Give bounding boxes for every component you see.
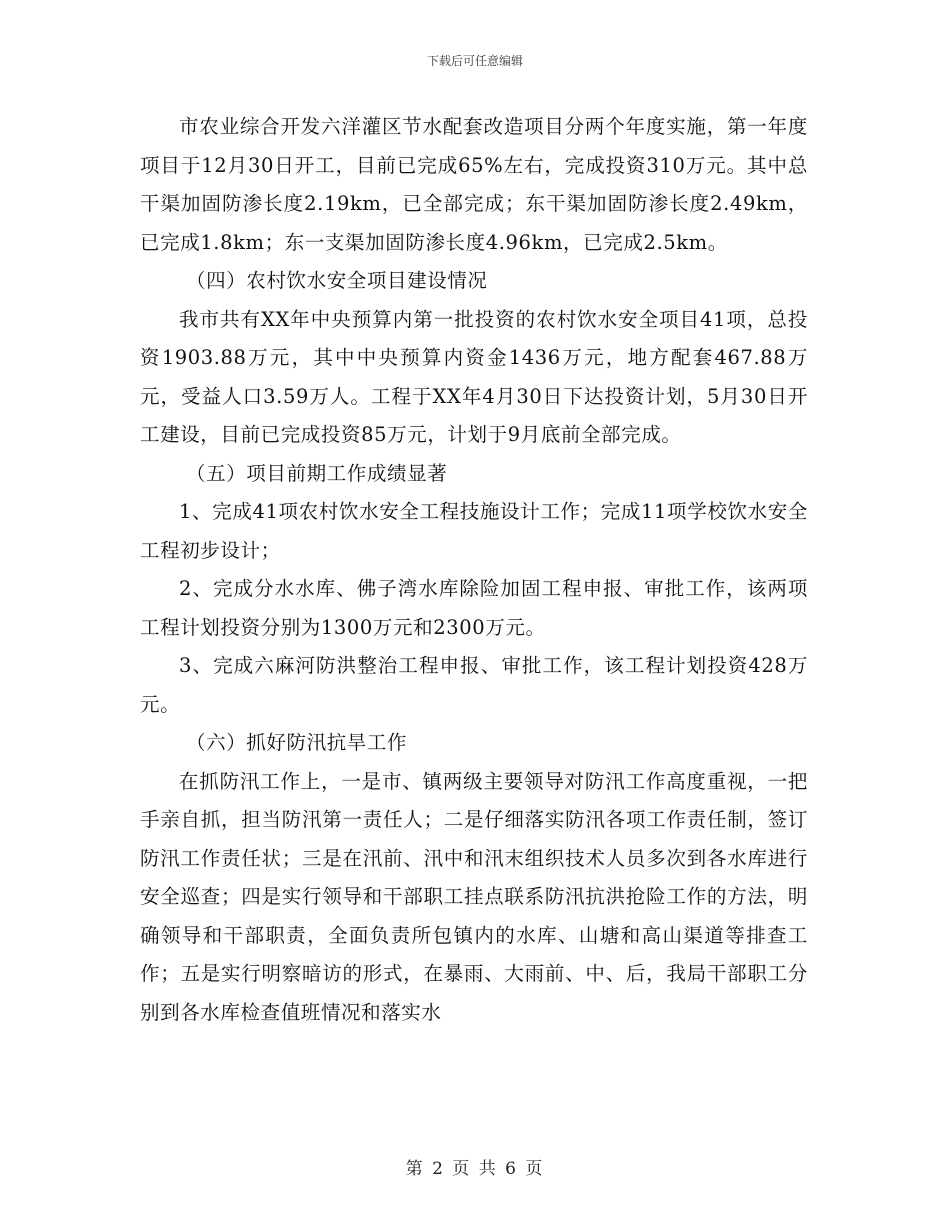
paragraph-flood-control: 在抓防汛工作上，一是市、镇两级主要领导对防汛工作高度重视，一把手亲自抓，担当防汛第一责任人；二是仔细落实防汛各项工作责任制，签订防汛工作责任状；三是在汛前、汛中和汛末组织技术人员多次到各水库进行安全巡查；四是实行领导和干部职工挂点联系防汛抗洪抢险工作的方法，明确领导和干部职责，全面负责所包镇内的水库、山塘和高山渠道等排查工作；五是实行明察暗访的形式，在暴雨、大雨前、中、后，我局干部职工分别到各水库检查值班情况和落实水 [140,769,808,1024]
page-number-footer: 第 2 页 共 6 页 [405,1159,545,1179]
section-heading-5: （五）项目前期工作成绩显著 [186,461,448,485]
paragraph-drinking-water: 我市共有XX年中央预算内第一批投资的农村饮水安全项目41项，总投资1903.88万元，其中中央预算内资金1436万元，地方配套467.88万元，受益人口3.59万人。工程于XX年4月30日下达投资计划，5月30日开工建设，目前已完成投资85万元，计划于9月底前全部完成。 [140,307,808,446]
paragraph-irrigation-project: 市农业综合开发六洋灌区节水配套改造项目分两个年度实施，第一年度项目于12月30日开工，目前已完成65%左右，完成投资310万元。其中总干渠加固防渗长度2.19km，已全部完成；东干渠加固防渗长度2.49km，已完成1.8km；东一支渠加固防渗长度4.96km，已完成2.5km。 [140,115,808,254]
list-item-3: 3、完成六麻河防洪整治工程申报、审批工作，该工程计划投资428万元。 [140,654,808,716]
section-heading-4: （四）农村饮水安全项目建设情况 [186,269,488,292]
list-item-1: 1、完成41项农村饮水安全工程技施设计工作；完成11项学校饮水安全工程初步设计； [140,500,808,562]
document-body [140,108,808,1032]
page-header-note: 下载后可任意编辑 [426,54,523,68]
list-item-2: 2、完成分水水库、佛子湾水库除险加固工程申报、审批工作，该两项工程计划投资分别为1300万元和2300万元。 [140,577,808,639]
section-heading-6: （六）抓好防汛抗旱工作 [186,731,408,754]
